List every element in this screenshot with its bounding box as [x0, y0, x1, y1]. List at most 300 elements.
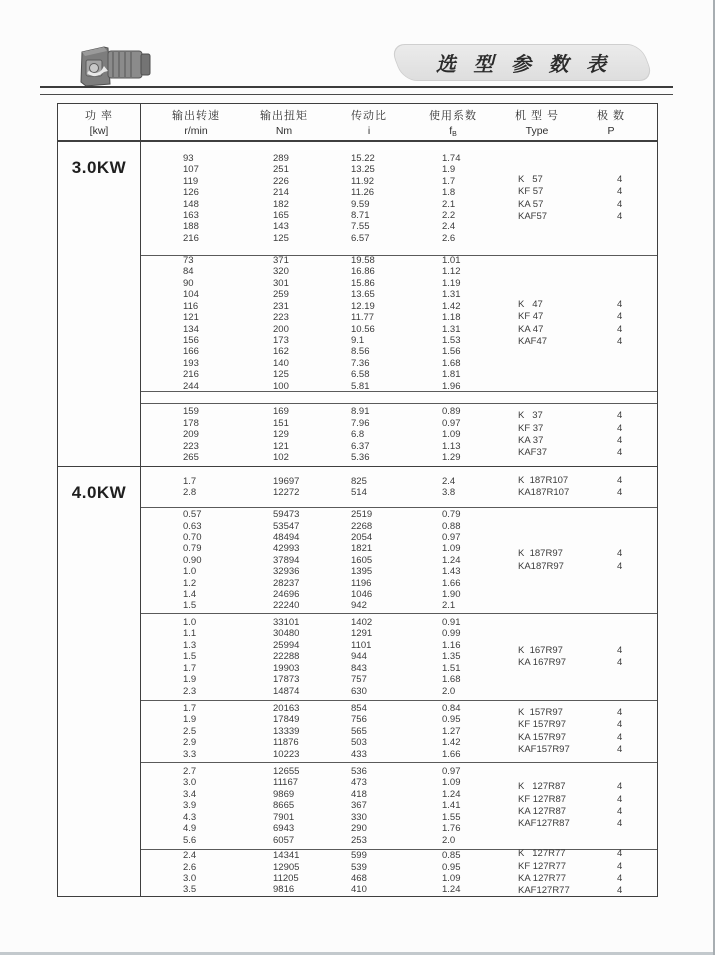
factor-column — [442, 467, 518, 507]
ratio-value: 1101 — [351, 639, 372, 651]
type-value: KAF57 — [518, 210, 548, 222]
torque-value: 289 — [273, 152, 289, 164]
speed-value: 2.3 — [183, 685, 197, 697]
type-header-unit: Type — [525, 125, 549, 137]
type-value: KA 157R97 — [518, 731, 567, 743]
type-value: KAF127R87 — [518, 818, 570, 830]
ratio-column — [351, 142, 442, 255]
torque-value: 14341 — [273, 850, 300, 862]
ratio-value: 5.36 — [351, 452, 370, 464]
factor-value: 0.97 — [442, 531, 461, 543]
poles-value: 4 — [617, 657, 623, 668]
torque-column — [273, 614, 351, 700]
torque-value: 12272 — [273, 487, 300, 498]
speed-value: 159 — [183, 406, 199, 418]
factor-value: 1.24 — [442, 554, 461, 566]
torque-value: 22288 — [273, 651, 300, 663]
factor-value: 1.19 — [442, 277, 461, 289]
factor-value: 1.96 — [442, 380, 461, 392]
factor-value: 3.8 — [442, 487, 456, 498]
poles-column — [617, 701, 657, 762]
speed-value: 1.7 — [183, 662, 197, 674]
power-cell — [58, 142, 141, 466]
poles-value: 4 — [617, 560, 623, 572]
factor-column — [442, 614, 518, 700]
speed-column — [183, 763, 273, 849]
type-value: KAF37 — [518, 447, 548, 459]
torque-header-zh: 输出扭矩 — [260, 110, 308, 122]
torque-column — [273, 850, 351, 896]
speed-column — [183, 701, 273, 762]
poles-value: 4 — [617, 173, 623, 185]
ratio-value: 5.81 — [351, 380, 370, 392]
type-value: KAF157R97 — [518, 743, 570, 755]
torque-value: 9816 — [273, 884, 295, 896]
factor-value: 1.51 — [442, 662, 461, 674]
gearmotor-logo-image — [74, 42, 164, 92]
poles-value: 4 — [617, 435, 623, 446]
torque-value: 24696 — [273, 589, 300, 601]
factor-column — [442, 701, 518, 762]
speed-value: 1.3 — [183, 639, 197, 651]
ratio-block — [141, 403, 657, 466]
poles-column — [617, 142, 657, 255]
speed-value: 119 — [183, 175, 199, 187]
torque-value: 165 — [273, 209, 289, 221]
ratio-value: 944 — [351, 651, 367, 663]
poles-column — [617, 256, 657, 391]
ratio-value: 6.57 — [351, 232, 370, 244]
ratio-value: 1821 — [351, 543, 373, 555]
ratio-value: 1395 — [351, 566, 373, 578]
ratio-value: 418 — [351, 788, 367, 800]
poles-value: 4 — [617, 706, 623, 718]
ratio-block — [141, 613, 657, 700]
ratio-value: 854 — [351, 702, 367, 714]
speed-value: 216 — [183, 232, 199, 244]
torque-value: 102 — [273, 452, 289, 464]
column-header-torque — [260, 104, 308, 140]
torque-value: 162 — [273, 346, 289, 358]
torque-value: 259 — [273, 289, 289, 301]
ratio-value: 10.56 — [351, 323, 375, 335]
type-column — [518, 763, 617, 849]
factor-value: 2.4 — [442, 221, 456, 233]
ratio-value: 15.22 — [351, 152, 375, 164]
torque-column — [273, 256, 351, 391]
ratio-value: 2519 — [351, 509, 373, 521]
speed-value: 2.5 — [183, 725, 197, 737]
poles-value: 4 — [617, 781, 623, 793]
type-value: KAF127R77 — [518, 885, 570, 897]
factor-value: 1.68 — [442, 357, 461, 369]
torque-value: 100 — [273, 380, 289, 392]
type-value: KF 127R87 — [518, 793, 567, 805]
poles-column — [617, 467, 657, 507]
factor-value: 0.85 — [442, 850, 461, 862]
factor-value: 0.97 — [442, 766, 461, 778]
poles-value: 4 — [617, 818, 623, 830]
torque-value: 173 — [273, 334, 289, 346]
type-column — [518, 467, 617, 507]
ratio-block — [141, 507, 657, 613]
ratio-value: 1196 — [351, 577, 372, 589]
speed-header-unit: r/min — [184, 125, 208, 137]
power-cell — [58, 467, 141, 896]
ratio-column — [351, 763, 442, 849]
factor-value: 2.2 — [442, 209, 456, 221]
torque-value: 8665 — [273, 800, 295, 812]
torque-value: 320 — [273, 266, 289, 278]
ratio-value: 825 — [351, 475, 367, 487]
ratio-blocks — [141, 467, 657, 896]
ratio-value: 6.58 — [351, 369, 370, 381]
torque-column — [273, 701, 351, 762]
poles-value: 4 — [617, 474, 623, 486]
factor-value: 1.55 — [442, 811, 461, 823]
factor-value: 1.66 — [442, 748, 461, 760]
factor-value: 1.31 — [442, 289, 461, 301]
speed-column — [183, 256, 273, 391]
torque-value: 10223 — [273, 748, 300, 760]
ratio-column — [351, 614, 442, 700]
torque-value: 214 — [273, 187, 289, 199]
ratio-header-zh: 传动比 — [351, 110, 387, 122]
speed-value: 3.9 — [183, 800, 197, 812]
ratio-value: 433 — [351, 748, 367, 760]
torque-value: 231 — [273, 300, 289, 312]
speed-column — [183, 467, 273, 507]
ratio-value: 843 — [351, 662, 367, 674]
speed-value: 5.6 — [183, 834, 197, 846]
speed-value: 1.5 — [183, 600, 197, 612]
factor-value: 2.1 — [442, 600, 456, 612]
factor-value: 1.31 — [442, 323, 461, 335]
power-group — [58, 142, 657, 467]
factor-value: 1.09 — [442, 429, 461, 441]
ratio-value: 330 — [351, 811, 367, 823]
torque-value: 11205 — [273, 873, 299, 884]
factor-value: 1.43 — [442, 566, 461, 578]
ratio-value: 503 — [351, 737, 367, 749]
torque-value: 121 — [273, 440, 289, 452]
torque-column — [273, 142, 351, 255]
speed-value: 1.9 — [183, 674, 197, 686]
poles-header-unit: P — [607, 125, 615, 137]
factor-value: 0.84 — [442, 702, 461, 714]
torque-value: 301 — [273, 277, 289, 289]
torque-value: 129 — [273, 429, 289, 441]
torque-value: 19903 — [273, 662, 300, 674]
torque-value: 13339 — [273, 725, 300, 737]
type-value: KAF47 — [518, 335, 548, 347]
ratio-header-unit: i — [367, 125, 371, 137]
ratio-value: 253 — [351, 834, 367, 846]
poles-value: 4 — [617, 860, 623, 872]
ratio-value: 1402 — [351, 617, 373, 629]
type-value: K 157R97 — [518, 706, 563, 718]
torque-value: 25994 — [273, 639, 300, 651]
factor-value: 1.68 — [442, 674, 461, 686]
torque-column — [273, 467, 351, 507]
speed-value: 209 — [183, 429, 199, 441]
speed-column — [183, 142, 273, 255]
poles-value: 4 — [617, 873, 623, 884]
ratio-value: 367 — [351, 800, 367, 812]
ratio-blocks — [141, 142, 657, 466]
factor-column — [442, 850, 518, 896]
torque-value: 53547 — [273, 520, 300, 532]
speed-value: 148 — [183, 198, 199, 210]
torque-value: 6943 — [273, 823, 295, 835]
ratio-value: 514 — [351, 487, 367, 498]
speed-value: 73 — [183, 255, 194, 267]
factor-value: 2.0 — [442, 685, 456, 697]
factor-value: 1.7 — [442, 175, 456, 187]
ratio-value: 756 — [351, 714, 367, 726]
torque-value: 17849 — [273, 714, 300, 726]
ratio-value: 468 — [351, 873, 367, 884]
poles-value: 4 — [617, 548, 623, 560]
torque-value: 59473 — [273, 509, 300, 521]
poles-value: 4 — [617, 323, 623, 335]
speed-value: 134 — [183, 323, 199, 335]
factor-value: 1.53 — [442, 334, 461, 346]
ratio-value: 1291 — [351, 628, 373, 640]
speed-column — [183, 850, 273, 896]
page-title: 选 型 参 数 表 — [435, 54, 613, 76]
speed-value: 166 — [183, 346, 199, 358]
torque-value: 19697 — [273, 475, 300, 487]
ratio-value: 290 — [351, 823, 367, 835]
poles-value: 4 — [617, 885, 623, 897]
factor-value: 0.97 — [442, 417, 461, 429]
ratio-value: 757 — [351, 674, 367, 686]
speed-value: 2.8 — [183, 487, 197, 498]
factor-unit-sub: B — [452, 130, 457, 138]
type-column — [518, 850, 617, 896]
type-value: KA 37 — [518, 435, 544, 446]
speed-value: 188 — [183, 221, 199, 233]
torque-column — [273, 508, 351, 613]
ratio-block — [141, 700, 657, 762]
speed-value: 2.4 — [183, 850, 197, 862]
factor-value: 1.18 — [442, 312, 461, 324]
speed-value: 104 — [183, 289, 199, 301]
type-value: KF 37 — [518, 422, 544, 434]
column-header-power — [58, 104, 141, 140]
speed-value: 1.7 — [183, 702, 197, 714]
poles-value: 4 — [617, 198, 623, 210]
factor-value: 1.12 — [442, 266, 461, 278]
factor-column — [442, 256, 518, 391]
table-body — [58, 142, 657, 896]
type-value: KF 127R77 — [518, 860, 567, 872]
ratio-block — [141, 255, 657, 392]
factor-value: 1.56 — [442, 346, 461, 358]
factor-value: 0.88 — [442, 520, 461, 532]
factor-value: 1.16 — [442, 639, 461, 651]
type-value: K 57 — [518, 173, 543, 185]
type-column — [518, 404, 617, 466]
power-header-zh: 功 率 — [84, 110, 114, 122]
speed-value: 178 — [183, 417, 199, 429]
ratio-block — [141, 142, 657, 255]
torque-value: 125 — [273, 232, 289, 244]
ratio-value: 15.86 — [351, 277, 375, 289]
type-column — [518, 508, 617, 613]
speed-value: 1.2 — [183, 577, 197, 589]
factor-value: 0.99 — [442, 628, 461, 640]
ratio-column — [351, 508, 442, 613]
torque-value: 33101 — [273, 617, 300, 629]
speed-value: 3.0 — [183, 873, 197, 884]
poles-column — [617, 508, 657, 613]
speed-column — [183, 508, 273, 613]
torque-value: 17873 — [273, 674, 300, 686]
table-header-row — [58, 104, 657, 142]
factor-value: 0.95 — [442, 714, 461, 726]
factor-value: 2.4 — [442, 475, 456, 487]
ratio-value: 8.91 — [351, 406, 370, 418]
torque-value: 151 — [273, 417, 289, 429]
torque-value: 7901 — [273, 811, 295, 823]
torque-value: 22240 — [273, 600, 300, 612]
ratio-value: 11.77 — [351, 312, 375, 324]
factor-value: 1.09 — [442, 873, 461, 884]
torque-value: 14874 — [273, 685, 300, 697]
ratio-value: 13.25 — [351, 164, 375, 176]
factor-value: 1.01 — [442, 255, 461, 267]
factor-value: 1.09 — [442, 543, 461, 555]
speed-value: 2.9 — [183, 737, 197, 749]
speed-value: 1.0 — [183, 566, 197, 578]
torque-value: 251 — [273, 164, 289, 176]
speed-value: 265 — [183, 452, 199, 464]
torque-value: 371 — [273, 255, 289, 267]
poles-value: 4 — [617, 743, 623, 755]
type-value: KA 57 — [518, 198, 544, 210]
speed-value: 244 — [183, 380, 199, 392]
page-title-badge — [396, 44, 648, 81]
factor-value: 2.6 — [442, 232, 456, 244]
page-header — [0, 0, 715, 103]
speed-value: 1.4 — [183, 589, 197, 601]
selection-parameter-table — [57, 103, 658, 897]
poles-value: 4 — [617, 298, 623, 310]
poles-value: 4 — [617, 731, 623, 743]
speed-value: 1.1 — [183, 628, 197, 640]
factor-value: 1.81 — [442, 369, 461, 381]
type-value: KA 127R77 — [518, 873, 567, 884]
factor-value: 1.24 — [442, 884, 461, 896]
speed-value: 1.5 — [183, 651, 197, 663]
table-header-data-area — [141, 104, 657, 140]
ratio-value: 7.96 — [351, 417, 370, 429]
type-value: K 167R97 — [518, 644, 563, 656]
factor-header-unit — [449, 125, 457, 138]
ratio-value: 630 — [351, 685, 367, 697]
factor-value: 0.89 — [442, 406, 461, 418]
torque-value: 226 — [273, 175, 289, 187]
type-header-zh: 机 型 号 — [514, 110, 560, 122]
ratio-block — [141, 762, 657, 849]
torque-value: 11167 — [273, 777, 299, 789]
ratio-block — [141, 849, 657, 896]
ratio-value: 599 — [351, 850, 367, 862]
factor-column — [442, 142, 518, 255]
speed-value: 116 — [183, 300, 199, 312]
power-value: 4.0KW — [71, 483, 127, 502]
power-header-unit: [kw] — [89, 125, 109, 137]
speed-value: 4.9 — [183, 823, 197, 835]
torque-value: 182 — [273, 198, 289, 210]
ratio-column — [351, 467, 442, 507]
torque-value: 6057 — [273, 834, 295, 846]
ratio-value: 1605 — [351, 554, 373, 566]
torque-value: 12905 — [273, 861, 300, 873]
speed-value: 107 — [183, 164, 199, 176]
speed-value: 4.3 — [183, 811, 197, 823]
type-value: K 187R107 — [518, 474, 569, 486]
ratio-value: 7.55 — [351, 221, 370, 233]
type-value: K 37 — [518, 410, 543, 422]
speed-column — [183, 404, 273, 466]
factor-value: 1.35 — [442, 651, 461, 663]
speed-value: 163 — [183, 209, 199, 221]
poles-value: 4 — [617, 848, 623, 860]
poles-column — [617, 404, 657, 466]
factor-value: 0.95 — [442, 861, 461, 873]
ratio-value: 565 — [351, 725, 367, 737]
factor-value: 1.90 — [442, 589, 461, 601]
speed-value: 3.5 — [183, 884, 197, 896]
torque-value: 12655 — [273, 766, 300, 778]
torque-value: 48494 — [273, 531, 300, 543]
torque-value: 223 — [273, 312, 289, 324]
type-value: KA187R107 — [518, 487, 570, 498]
poles-value: 4 — [617, 806, 623, 817]
ratio-value: 2268 — [351, 520, 373, 532]
speed-column — [183, 614, 273, 700]
factor-value: 1.8 — [442, 187, 456, 199]
ratio-value: 13.65 — [351, 289, 375, 301]
type-column — [518, 701, 617, 762]
torque-column — [273, 404, 351, 466]
ratio-value: 942 — [351, 600, 367, 612]
column-header-type — [515, 104, 559, 140]
factor-value: 2.0 — [442, 834, 456, 846]
torque-value: 140 — [273, 357, 289, 369]
factor-column — [442, 508, 518, 613]
type-value: KA 167R97 — [518, 657, 567, 668]
factor-value: 1.42 — [442, 737, 461, 749]
ratio-value: 9.1 — [351, 334, 365, 346]
factor-value: 1.09 — [442, 777, 461, 789]
torque-value: 37894 — [273, 554, 300, 566]
speed-value: 84 — [183, 266, 194, 278]
gearmotor-illustration — [74, 42, 164, 92]
ratio-column — [351, 404, 442, 466]
ratio-value: 8.71 — [351, 209, 370, 221]
poles-value: 4 — [617, 447, 623, 459]
torque-value: 28237 — [273, 577, 300, 589]
poles-value: 4 — [617, 335, 623, 347]
ratio-value: 7.36 — [351, 357, 370, 369]
factor-value: 1.27 — [442, 725, 461, 737]
speed-value: 3.0 — [183, 777, 197, 789]
speed-value: 3.4 — [183, 788, 197, 800]
